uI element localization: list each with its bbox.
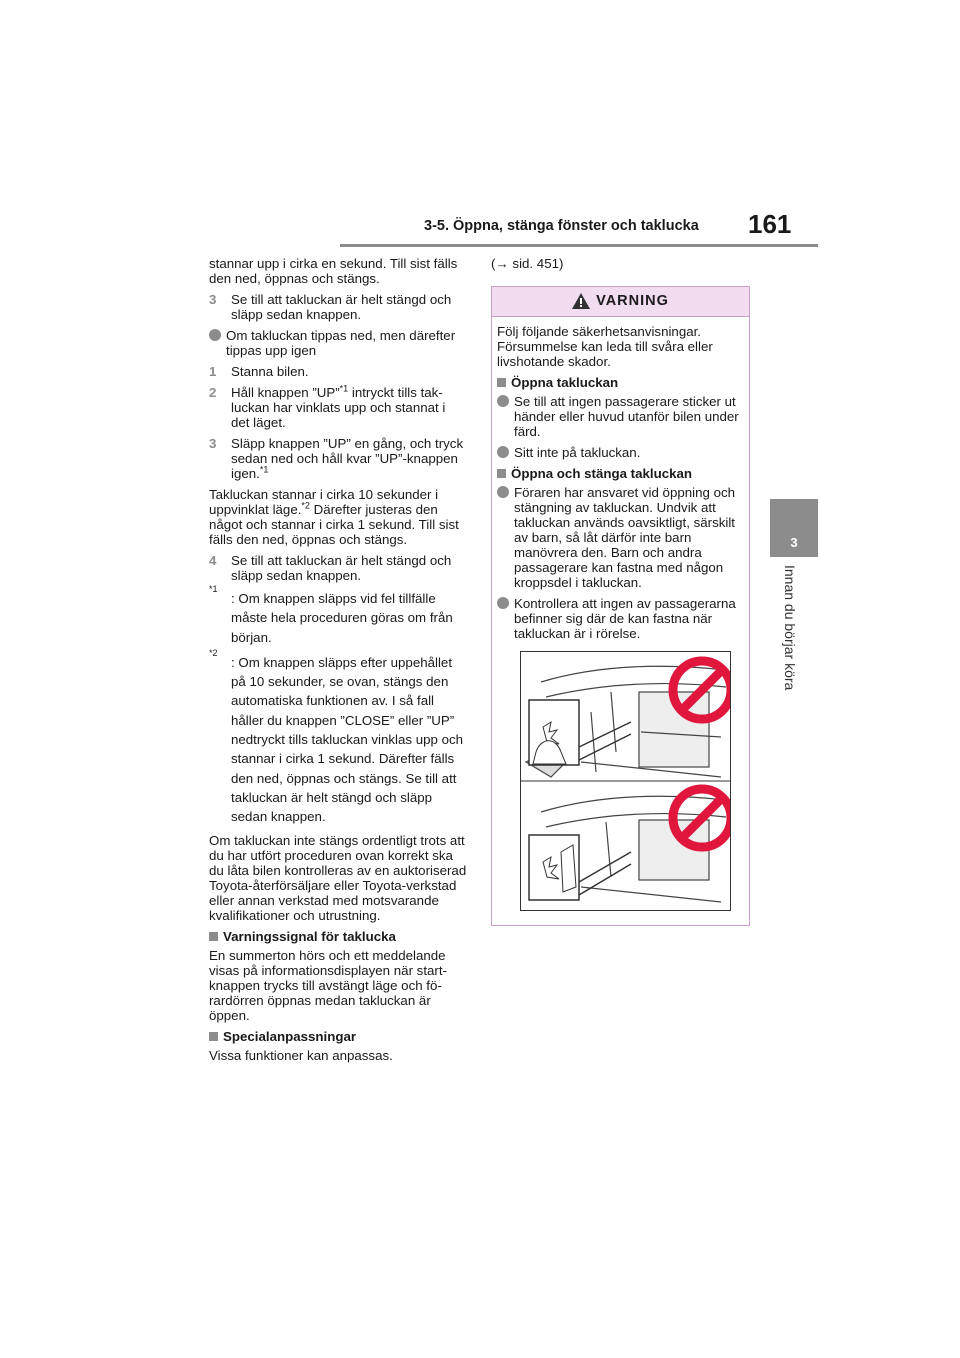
bullet-item: Se till att ingen passagerare sticker ut händer eller huvud utanför bilen under färd. [497, 394, 745, 439]
chapter-label: Innan du börjar köra [782, 565, 798, 691]
warning-triangle-icon [572, 293, 590, 309]
bullet-item [209, 328, 467, 358]
step-text: Stanna bilen. [231, 364, 309, 379]
step-item [209, 553, 467, 583]
square-bullet-icon [497, 469, 506, 478]
left-column [209, 256, 467, 1069]
section-title: 3-5. Öppna, stänga fönster och taklucka [424, 218, 699, 234]
warning-header [492, 287, 749, 317]
step-number: 2 [209, 385, 217, 400]
subheading: Öppna takluckan [497, 375, 745, 390]
warning-box [491, 286, 750, 926]
bullet-dot-icon [209, 329, 221, 341]
subheading: Varningssignal för taklucka [209, 929, 467, 944]
paragraph: stannar upp i cirka en sekund. Till sist fälls den ned, öppnas och stängs. [209, 256, 458, 286]
right-column [491, 256, 750, 926]
step-item [209, 364, 467, 379]
sunroof-warning-illustration [520, 651, 731, 911]
chapter-tab [770, 499, 818, 557]
step-number: 3 [209, 436, 217, 451]
bullet-dot-icon [497, 395, 509, 407]
footnote-text: : Om knappen släpps vid fel tillfälle måste hela proceduren göras om från början. [231, 591, 453, 645]
bullet-item: Kontrollera att ingen av passagerarna befinner sig där de kan fastna när takluckan är i rörelse. [497, 596, 745, 641]
step-text: Håll knappen ”UP”$^{*1}$ intryckt tills takluckan har vinklats upp och stannat i det läget. [231, 383, 446, 430]
footnote-key: *2 [209, 647, 218, 658]
step-text: Släpp knappen ”UP” en gång, och tryck sedan ned och håll kvar ”UP”-knappen igen.$^{*1}$ [231, 436, 464, 481]
footnote [209, 584, 467, 647]
footnote-text: : Om knappen släpps efter uppehållet på 10 sekunder, se ovan, stängs den automatiska funktionen av. I så fall håller du knappen ”CLOSE” eller ”UP” nedtryckt tills takluckan vinklas upp och stannar i cirka 1 sekund. Därefter fälls den ned, öppnas och stängs. Se till att takluckan är helt stängd och släpp sedan knappen. [231, 654, 464, 825]
warning-intro: Följ följande säkerhetsanvisningar. Försummelse kan leda till svåra eller livshotande skador. [497, 324, 713, 369]
bullet-dot-icon [497, 446, 509, 458]
bullet-item: Föraren har ansvaret vid öppning och stängning av takluckan. Undvik att takluckan används oavsiktligt, särskilt av barn, så låt därför inte barn manövrera den. Barn och andra passagerare kan fastna med någon kroppsdel i takluckan. [497, 485, 745, 590]
square-bullet-icon [497, 378, 506, 387]
paragraph: Takluckan stannar i cirka 10 sekunder i uppvinklat läge.$^{*2}$ Därefter justeras den något och stannar i cirka 1 sekund. Till sist fälls den ned, öppnas och stängs. [209, 487, 459, 547]
bullet-text: Om takluckan tippas ned, men därefter tippas upp igen [226, 328, 456, 358]
paragraph: En summerton hörs och ett meddelande visas på informationsdisplayen när startknappen trycks till avstängt läge och förardörren öppnas medan takluckan är öppen. [209, 947, 447, 1023]
bullet-item: Sitt inte på takluckan. [497, 445, 745, 460]
step-text: Se till att takluckan är helt stängd och släpp sedan knappen. [231, 553, 452, 583]
warning-body [492, 317, 749, 911]
warning-title: VARNING [596, 293, 669, 309]
paragraph: Om takluckan inte stängs ordentligt trots att du har utfört proceduren ovan korrekt ska du låta bilen kontrolleras av en auktoriserad Toyota-återförsäljare eller Toyota-verkstad eller annan verkstad med motsvarande kvalifikationer och utrustning. [209, 832, 467, 923]
bullet-dot-icon [497, 486, 509, 498]
step-text: Se till att takluckan är helt stängd och släpp sedan knappen. [231, 292, 452, 322]
step-item [209, 292, 467, 322]
page-number: 161 [748, 209, 792, 239]
subheading: Öppna och stänga takluckan [497, 466, 745, 481]
step-item [209, 436, 467, 481]
page-reference: (→ sid. 451) [491, 256, 564, 271]
step-number: 1 [209, 364, 217, 379]
illustration-drawing [521, 652, 730, 910]
footnote-key: *1 [209, 584, 218, 594]
chapter-number: 3 [790, 535, 798, 550]
footnote [209, 647, 467, 827]
subheading: Specialanpassningar [209, 1029, 467, 1044]
square-bullet-icon [209, 932, 218, 941]
step-number: 4 [209, 553, 217, 568]
header-rule [340, 244, 818, 247]
bullet-dot-icon [497, 597, 509, 609]
square-bullet-icon [209, 1032, 218, 1041]
step-number: 3 [209, 292, 217, 307]
paragraph: Vissa funktioner kan anpassas. [209, 1047, 393, 1063]
step-item [209, 385, 467, 430]
